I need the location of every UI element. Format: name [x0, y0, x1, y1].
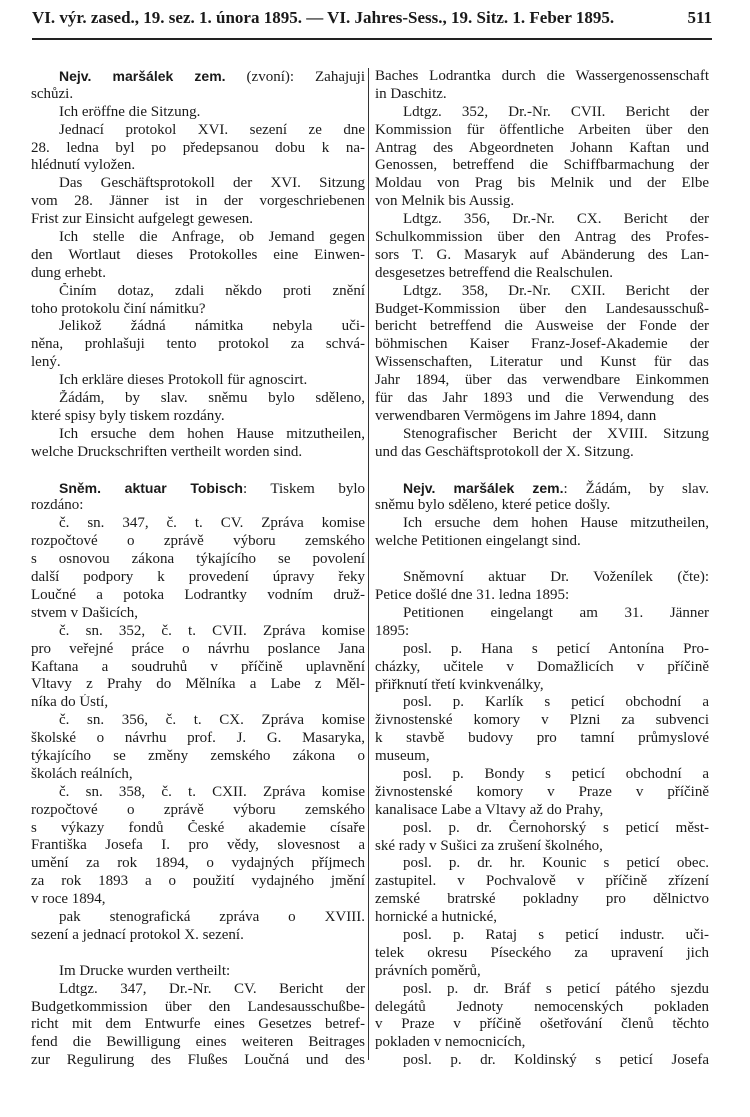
line-text: rozpočtové o zprávě výboru zemského: [31, 801, 365, 818]
line-text: školské o návrhu prof. J. G. Masaryka,: [31, 730, 365, 747]
text-line: [375, 1052, 709, 1070]
paragraph-gap: [31, 945, 365, 963]
text-line: [31, 569, 365, 587]
line-text: Moldau von Prag bis Melnik und der Elbe: [375, 175, 709, 192]
paragraph: [31, 283, 365, 319]
line-text: Frist zur Einsicht aufgelegt gewesen.: [31, 211, 254, 228]
text-line: [375, 945, 709, 963]
line-text: Antrag des Abgeordneten Johann Kaftan und: [375, 139, 709, 156]
paragraph: [375, 927, 709, 981]
text-line: [31, 247, 365, 265]
line-text: schůzi.: [31, 85, 74, 102]
paragraph: [31, 623, 365, 712]
text-line: [375, 873, 709, 891]
line-text: posl. p. dr. Koldinský s peticí Josefa: [403, 1052, 709, 1069]
line-text: posl. p. dr. hr. Kounic s peticí obec.: [403, 855, 709, 872]
line-text: Kaftana a soudruhů v příčině uplavnění: [31, 658, 365, 675]
paragraph: [375, 68, 709, 104]
line-text: níka do Ústí,: [31, 694, 109, 711]
line-text: v roce 1894,: [31, 891, 106, 908]
text-line: [31, 587, 365, 605]
line-text: von Melnik bis Aussig.: [375, 193, 515, 210]
text-line: [31, 497, 365, 515]
line-text: vom 28. Jänner ist in der vorgeschriebenen: [31, 193, 365, 210]
paragraph: [375, 694, 709, 766]
text-line: [375, 1016, 709, 1034]
line-text: Činím dotaz, zdali někdo proti znění: [59, 282, 365, 299]
line-text: pokladen v nemocnicích,: [375, 1034, 526, 1051]
line-text: č. sn. 356, č. t. CX. Zpráva komise: [59, 712, 365, 729]
header-rule: [32, 38, 712, 40]
line-text: Františka Josefa I. pro vědy, slovesnost a: [31, 837, 365, 854]
line-text: Jelikož žádná námitka nebyla uči-: [59, 318, 365, 335]
line-text: 28. ledna byl po předepsanou dobu k na-: [31, 139, 365, 156]
text-line: [31, 1016, 365, 1034]
line-text: Loučné a potoka Lodrantky vodním druž-: [31, 586, 365, 603]
text-line: [375, 1034, 709, 1052]
text-line: [31, 426, 365, 444]
paragraph: [31, 981, 365, 1070]
line-text: richt mit dem Entwurfe eines Gesetzes betref-: [31, 1016, 365, 1033]
paragraph: [375, 515, 709, 551]
line-text: den Wortlaut dieses Protokolles eine Einwen-: [31, 246, 365, 263]
line-text: in Daschitz.: [375, 85, 447, 102]
text-line: [31, 283, 365, 301]
text-line: [375, 712, 709, 730]
paragraph: [375, 855, 709, 927]
text-line: [31, 820, 365, 838]
line-text: Jednací protokol XVI. sezení ze dne: [59, 121, 365, 138]
text-line: [31, 408, 365, 426]
paragraph-gap: [375, 551, 709, 569]
text-line: [31, 730, 365, 748]
line-text: Stenografischer Bericht der XVIII. Sitzung: [403, 425, 709, 442]
line-text: Schulkommission über den Antrag des Profes-: [375, 229, 709, 246]
text-line: [375, 497, 709, 515]
text-line: [31, 444, 365, 462]
text-line: [375, 748, 709, 766]
text-line: [31, 909, 365, 927]
text-line: [375, 730, 709, 748]
text-line: [375, 175, 709, 193]
line-text: verwendbaren Vermögens im Jahre 1894, dann: [375, 407, 657, 424]
text-line: [375, 354, 709, 372]
line-text: : Žádám, by slav.: [563, 480, 709, 497]
header-title: VI. výr. zased., 19. sez. 1. února 1895. — VI. Jahres-Sess., 19. Sitz. 1. Feber 1895.: [32, 8, 615, 27]
text-line: [375, 157, 709, 175]
line-text: böhmischen Kaiser Franz-Josef-Akademie der: [375, 336, 709, 353]
text-line: [375, 784, 709, 802]
text-line: [31, 265, 365, 283]
line-text: s osnovou zákona týkajícího se povolení: [31, 551, 365, 568]
text-line: [31, 390, 365, 408]
text-line: [31, 605, 365, 623]
text-line: [31, 766, 365, 784]
text-line: [31, 175, 365, 193]
line-text: Baches Lodrantka durch die Wassergenossenschaft: [375, 68, 709, 84]
line-text: Ich stelle die Anfrage, ob Jemand gegen: [59, 229, 365, 246]
running-header: [32, 8, 712, 32]
text-line: [31, 318, 365, 336]
paragraph-gap: [375, 462, 709, 480]
text-line: [375, 963, 709, 981]
text-line: [375, 480, 709, 498]
text-line: [375, 229, 709, 247]
text-line: [31, 963, 365, 981]
line-text: zastupitel. v Pochvalově v příčině zřízení: [375, 873, 709, 890]
text-line: [375, 68, 709, 86]
line-text: posl. p. Hana s peticí Antonína Pro-: [403, 640, 709, 657]
text-line: [375, 336, 709, 354]
text-line: [375, 659, 709, 677]
text-line: [31, 480, 365, 498]
page-number: 511: [687, 8, 712, 27]
line-text: č. sn. 352, č. t. CVII. Zpráva komise: [59, 622, 365, 639]
line-text: č. sn. 347, č. t. CV. Zpráva komise: [59, 515, 365, 532]
text-line: [31, 68, 365, 86]
paragraph: [375, 211, 709, 283]
text-line: [375, 193, 709, 211]
text-line: [31, 748, 365, 766]
text-line: [375, 426, 709, 444]
text-line: [31, 855, 365, 873]
text-line: [375, 247, 709, 265]
paragraph: [31, 318, 365, 372]
paragraph: [31, 963, 365, 981]
text-line: [375, 623, 709, 641]
left-column: [31, 68, 365, 1070]
text-line: [31, 372, 365, 390]
text-line: [375, 372, 709, 390]
line-text: welche Petitionen eingelangt sind.: [375, 533, 581, 550]
paragraph: [31, 909, 365, 945]
line-text: č. sn. 358, č. t. CXII. Zpráva komise: [59, 783, 365, 800]
paragraph: [31, 122, 365, 176]
text-line: [31, 301, 365, 319]
text-line: [375, 909, 709, 927]
text-line: [31, 140, 365, 158]
text-line: [31, 515, 365, 533]
line-text: něna, prohlašuji tento protokol za schvá-: [31, 336, 365, 353]
text-line: [375, 444, 709, 462]
line-text: bericht betreffend die Ausweise der Fonde der: [375, 318, 709, 335]
text-line: [375, 641, 709, 659]
text-line: [31, 1034, 365, 1052]
speaker-name: Sněm. aktuar Tobisch: [59, 479, 243, 496]
line-text: rozdáno:: [31, 497, 84, 514]
line-text: posl. p. Karlík s peticí obchodní a: [403, 694, 709, 711]
line-text: für das Jahr 1893 und die Verwendung des: [375, 390, 709, 407]
text-line: [31, 999, 365, 1017]
text-line: [375, 318, 709, 336]
line-text: Petice došlé dne 31. ledna 1895:: [375, 587, 570, 604]
paragraph: [31, 229, 365, 283]
text-line: [375, 140, 709, 158]
line-text: pak stenografická zpráva o XVIII.: [59, 908, 365, 925]
line-text: fend die Bewilligung eines weiteren Beitrages: [31, 1034, 365, 1051]
text-line: [375, 569, 709, 587]
text-line: [31, 122, 365, 140]
line-text: hlédnutí vyložen.: [31, 157, 136, 174]
line-text: Ldtgz. 352, Dr.-Nr. CVII. Bericht der: [403, 103, 709, 120]
line-text: s výkazy fondů České akademie císaře: [31, 819, 365, 836]
text-line: [375, 981, 709, 999]
text-line: [375, 104, 709, 122]
text-line: [375, 211, 709, 229]
paragraph: [375, 766, 709, 820]
text-line: [375, 891, 709, 909]
line-text: (zvoní): Zahajuji: [225, 69, 365, 85]
line-text: živnostenské komory v Plzni za subvenci: [375, 712, 709, 729]
line-text: Genossen, betreffend die Schiffbarmachung der: [375, 157, 709, 174]
line-text: sors T. G. Masaryk auf Abänderung des Lan-: [375, 246, 709, 263]
text-line: [31, 86, 365, 104]
paragraph: [31, 712, 365, 784]
line-text: sněmu bylo sděleno, které petice došly.: [375, 497, 611, 514]
line-text: posl. p. Bondy s peticí obchodní a: [403, 765, 709, 782]
line-text: posl. p. dr. Bráf s peticí pátého sjezdu: [403, 980, 709, 997]
paragraph: [375, 820, 709, 856]
text-line: [375, 820, 709, 838]
paragraph: [31, 515, 365, 622]
text-line: [375, 122, 709, 140]
text-line: [375, 86, 709, 104]
line-text: museum,: [375, 748, 430, 765]
line-text: pro veřejné práce o návrhu poslance Jana: [31, 640, 365, 657]
paragraph-gap: [31, 462, 365, 480]
text-line: [375, 838, 709, 856]
text-line: [375, 927, 709, 945]
line-text: Jahr 1894, über das verwendbare Einkommen: [375, 372, 709, 389]
text-line: [31, 157, 365, 175]
text-line: [375, 677, 709, 695]
line-text: stvem v Dašicích,: [31, 604, 139, 621]
line-text: desgesetzes betreffend die Realschulen.: [375, 264, 613, 281]
line-text: Ldtgz. 356, Dr.-Nr. CX. Bericht der: [403, 211, 709, 228]
text-line: [31, 229, 365, 247]
line-text: cházky, učitele v Domažlicích v příčině: [375, 658, 709, 675]
line-text: sezení a jednací protokol X. sezení.: [31, 926, 244, 943]
line-text: Vltavy z Prahy do Mělníka a Labe z Měl-: [31, 676, 365, 693]
paragraph: [375, 981, 709, 1053]
paragraph: [375, 569, 709, 605]
line-text: Ich ersuche dem hohen Hause mitzutheilen,: [59, 425, 365, 442]
line-text: Petitionen eingelangt am 31. Jänner: [403, 604, 709, 621]
speaker-name: Nejv. maršálek zem.: [403, 479, 564, 496]
line-text: které spisy byly tiskem rozdány.: [31, 407, 225, 424]
text-line: [31, 533, 365, 551]
text-line: [31, 193, 365, 211]
paragraph: [31, 68, 365, 104]
line-text: hornické a hutnické,: [375, 909, 498, 926]
paragraph: [31, 390, 365, 426]
right-column: [375, 68, 709, 1070]
paragraph: [375, 605, 709, 641]
line-text: Kommission für öffentliche Arbeiten über den: [375, 121, 709, 138]
text-line: [31, 676, 365, 694]
paragraph: [375, 641, 709, 695]
text-line: [375, 855, 709, 873]
text-line: [31, 104, 365, 122]
line-text: zemské bratrské pokladny pro dělnictvo: [375, 891, 709, 908]
text-line: [31, 927, 365, 945]
line-text: toho protokolu činí námitku?: [31, 300, 206, 317]
speaker-name: Nejv. maršálek zem.: [59, 68, 226, 84]
paragraph: [31, 784, 365, 909]
paragraph: [375, 426, 709, 462]
line-text: : Tiskem bylo: [242, 480, 365, 497]
line-text: zur Regulirung des Flußes Loučná und des: [31, 1052, 365, 1069]
text-line: [31, 802, 365, 820]
text-line: [31, 1052, 365, 1070]
paragraph: [31, 372, 365, 390]
line-text: posl. p. dr. Černohorský s peticí měst-: [403, 819, 709, 836]
line-text: školách reálních,: [31, 765, 133, 782]
text-line: [31, 712, 365, 730]
text-line: [31, 784, 365, 802]
text-line: [375, 390, 709, 408]
line-text: živnostenské komory v Praze v příčině: [375, 783, 709, 800]
line-text: další podpory k provedení úpravy řeky: [31, 569, 365, 586]
line-text: rozpočtové o zprávě výboru zemského: [31, 533, 365, 550]
text-line: [375, 408, 709, 426]
text-line: [31, 211, 365, 229]
line-text: umění za rok 1894, o vydajných příjmech: [31, 855, 365, 872]
text-line: [375, 301, 709, 319]
paragraph: [31, 480, 365, 516]
line-text: Ich eröffne die Sitzung.: [59, 103, 201, 120]
line-text: přiřknutí třetí kvinkvenálky,: [375, 676, 544, 693]
line-text: Budget-Kommission über den Landesausschuß-: [375, 300, 709, 317]
line-text: und das Geschäftsprotokoll der X. Sitzung.: [375, 443, 634, 460]
text-line: [375, 766, 709, 784]
text-line: [31, 551, 365, 569]
paragraph: [375, 283, 709, 426]
text-line: [375, 999, 709, 1017]
line-text: telek okresu Píseckého za upravení jich: [375, 944, 709, 961]
line-text: týkajícího se změny zemského zákona o: [31, 747, 365, 764]
line-text: 1895:: [375, 622, 410, 639]
line-text: dung erhebt.: [31, 264, 106, 281]
line-text: lený.: [31, 354, 61, 371]
paragraph: [375, 1052, 709, 1070]
line-text: Ich ersuche dem hohen Hause mitzutheilen,: [403, 515, 709, 532]
text-line: [31, 891, 365, 909]
text-line: [31, 336, 365, 354]
line-text: právních poměrů,: [375, 962, 481, 979]
line-text: Ldtgz. 358, Dr.-Nr. CXII. Bericht der: [403, 282, 709, 299]
text-line: [375, 265, 709, 283]
line-text: Im Drucke wurden vertheilt:: [59, 962, 231, 979]
line-text: kanalisace Labe a Vltavy až do Prahy,: [375, 801, 604, 818]
paragraph: [31, 104, 365, 122]
text-line: [375, 515, 709, 533]
line-text: ské rady v Sušici za zrušení školného,: [375, 837, 603, 854]
text-line: [375, 605, 709, 623]
text-line: [31, 623, 365, 641]
text-line: [375, 283, 709, 301]
line-text: delegátů Jednoty nemocenských pokladen: [375, 998, 709, 1015]
text-line: [375, 694, 709, 712]
text-line: [375, 802, 709, 820]
line-text: Ich erkläre dieses Protokoll für agnoscirt.: [59, 372, 308, 389]
column-divider: [368, 68, 369, 1060]
text-line: [31, 837, 365, 855]
line-text: Das Geschäftsprotokoll der XVI. Sitzung: [59, 175, 365, 192]
line-text: Sněmovní aktuar Dr. Voženílek (čte):: [403, 569, 709, 586]
line-text: Žádám, by slav. sněmu bylo sděleno,: [59, 390, 365, 407]
text-line: [375, 533, 709, 551]
text-line: [31, 873, 365, 891]
paragraph: [375, 104, 709, 211]
line-text: Wissenschaften, Literatur und Kunst für das: [375, 354, 709, 371]
text-line: [375, 587, 709, 605]
line-text: posl. p. Rataj s peticí industr. uči-: [403, 926, 709, 943]
line-text: Ldtgz. 347, Dr.-Nr. CV. Bericht der: [59, 980, 365, 997]
text-line: [31, 981, 365, 999]
line-text: v Praze v příčině ošetřování členů těchto: [375, 1016, 709, 1033]
text-line: [31, 641, 365, 659]
line-text: k stavbě budovy pro tamní průmyslové: [375, 730, 709, 747]
paragraph: [31, 426, 365, 462]
line-text: Budgetkommission über den Landesausschußbe-: [31, 998, 365, 1015]
paragraph: [31, 175, 365, 229]
text-line: [31, 659, 365, 677]
text-line: [31, 354, 365, 372]
text-line: [31, 694, 365, 712]
paragraph: [375, 480, 709, 516]
line-text: za rok 1893 a o použití vydajného jmění: [31, 873, 365, 890]
line-text: welche Druckschriften vertheilt worden sind.: [31, 443, 303, 460]
